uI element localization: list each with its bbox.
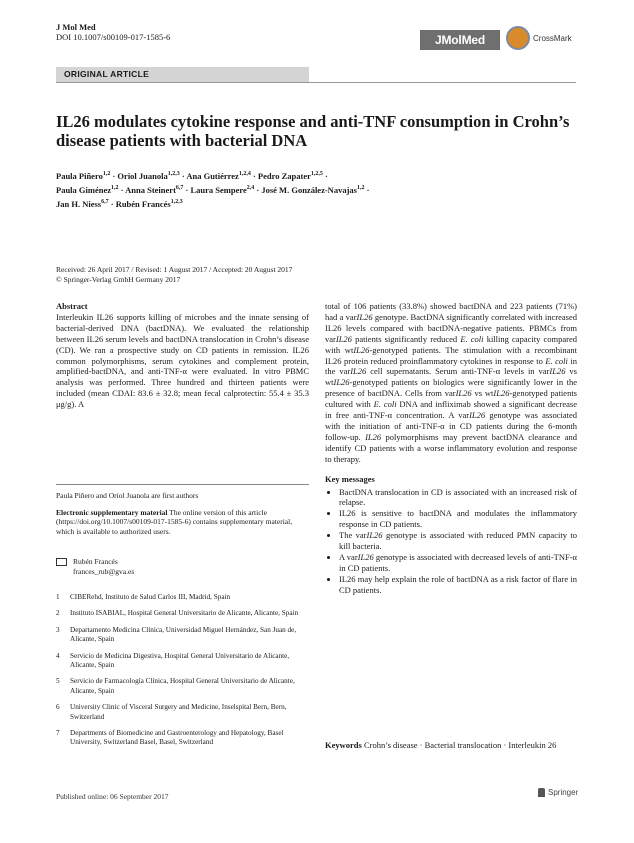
- key-message-item: • IL26 is sensitive to bactDNA and modulates the inflammatory response in CD patients.: [339, 508, 577, 530]
- key-message-item: • The varIL26 genotype is associated with reduced PMN capacity to kill bacteria.: [339, 530, 577, 552]
- key-messages-heading: Key messages: [325, 473, 375, 484]
- journal-doi: DOI 10.1007/s00109-017-1585-6: [56, 32, 171, 42]
- abstract-text-part2: total of 106 patients (33.8%) showed bactDNA and 223 patients (71%) had a varIL26 genotype. BactDNA significantly correlated with increased IL26 levels compared with bactDNA-negative patients. PBMCs from varIL26 patients significantly reduced E. coli killing capacity compared with wtIL26-genotyped patients. The stimulation with a recombinant IL26 protein reduced proinflammatory cytokines in response to E. coli in the varIL26 cell supernatants. Serum anti-TNF-α levels in varIL26 vs wtIL26-genotyped patients on biologics were significantly lower in the presence of bactDNA. Cells from varIL26 vs wtIL26-genotyped patients cultured with E. coli DNA and infliximab showed a significant decrease in free anti-TNF-α concentration. A varIL26 genotype was associated with the initiation of anti-TNF-α in CD patients during the 6-month follow-up. IL26 polymorphisms may prevent bactDNA clearance and identify CD patients with a worse inflammatory evolution and response to therapy.: [325, 301, 578, 464]
- affiliation-number: 2: [56, 609, 60, 618]
- publisher-logo: [538, 788, 578, 797]
- esm-label: Electronic supplementary material: [56, 507, 168, 517]
- affiliation-item: [56, 626, 314, 645]
- affiliation-number: 7: [56, 729, 60, 738]
- affiliation-text: Servicio de Farmacología Clínica, Hospital General Universitario de Alicante, Alicante, Spain: [70, 677, 295, 695]
- abstract-right-column: [325, 301, 577, 596]
- article-dates: [56, 265, 292, 285]
- affiliation-item: [56, 593, 314, 602]
- contact-email[interactable]: frances_rub@gva.es: [73, 566, 135, 576]
- publisher-name: Springer: [548, 788, 579, 797]
- author-list: Paula Piñero$^{1,2}$ · Oriol Juanola$^{1,2,3}$ · Ana Gutiérrez$^{1,2,4}$ · Pedro Zapater$^{1,2,5}$ · Paula Giménez$^{1,2}$ · Anna Steinert$^{6,7}$ · Laura Sempere$^{2,4}$ · José M. González-Navajas$^{1,2}$ · Jan H. Niess$^{6,7}$ · Rubén Francés$^{1,2,3}$: [56, 170, 370, 209]
- affiliation-item: [56, 609, 314, 618]
- contact-name: Rubén Francés: [73, 557, 118, 566]
- affiliations-list: [56, 593, 314, 755]
- copyright: © Springer-Verlag GmbH Germany 2017: [56, 275, 181, 284]
- article-type-banner: ORIGINAL ARTICLE: [56, 67, 309, 82]
- journal-logo: JMolMed: [420, 30, 500, 50]
- key-message-item: • A varIL26 genotype is associated with decreased levels of anti-TNF-α in CD patients.: [339, 552, 577, 574]
- affiliation-item: [56, 729, 314, 748]
- affiliation-number: 6: [56, 703, 60, 712]
- affiliation-number: 1: [56, 593, 60, 601]
- article-title: IL26 modulates cytokine response and anti-TNF consumption in Crohn’s disease patients with bacterial DNA: [56, 112, 570, 150]
- keywords-text: Crohn’s disease · Bacterial translocation · Interleukin 26: [363, 740, 557, 750]
- affiliation-item: [56, 677, 314, 696]
- abstract-text-part1: Interleukin IL26 supports killing of microbes and the innate sensing of bacterial-derived DNA (bactDNA). We evaluated the relationship between IL26 serum levels and bactDNA translocation in Crohn’s disease (CD). We ran a prospective study on CD patients in remission. IL26 common polymorphisms, serum cytokines and complement protein, amplified-bactDNA, and anti-TNF-α were evaluated. In vitro PBMC analysis was performed. Three hundred and thirteen patients were included (mean CDAI: 83.6 ± 32.8; mean fecal calprotectin: 55.4 ± 35.3 μg/g). A: [56, 311, 309, 410]
- affiliation-text: Servicio de Medicina Digestiva, Hospital General Universitario de Alicante, Alicante, Spain: [70, 651, 290, 670]
- affiliation-number: 5: [56, 677, 60, 686]
- springer-horse-icon: [538, 788, 545, 797]
- esm-text[interactable]: The online version of this article (https://doi.org/10.1007/s00109-017-1585-6) contains supplementary material, which is available to authorized users.: [56, 507, 293, 536]
- key-messages: [325, 474, 577, 596]
- affiliation-item: [56, 652, 314, 671]
- envelope-icon: [56, 558, 67, 566]
- keywords-label: Keywords: [325, 740, 362, 750]
- journal-name: J Mol Med: [56, 22, 96, 32]
- affiliation-text: Departamento Medicina Clínica, Universidad Miguel Hernández, San Juan de, Alicante, Spain: [70, 625, 297, 644]
- footnotes: [56, 491, 309, 543]
- affiliation-number: 4: [56, 651, 60, 660]
- received-dates: Received: 26 April 2017 / Revised: 1 August 2017 / Accepted: 20 August 2017: [56, 265, 293, 274]
- affiliation-text: Departments of Biomedicine and Gastroenterology and Hepatology, Basel University, Switzerland Basel, Basel, Switzerland: [70, 729, 284, 747]
- affiliation-text: CIBERehd, Instituto de Salud Carlos III, Madrid, Spain: [70, 593, 231, 601]
- key-message-item: • IL26 may help explain the role of bactDNA as a risk factor of flare in CD patients.: [339, 574, 577, 596]
- keywords: [325, 740, 577, 751]
- affiliation-number: 3: [56, 625, 60, 634]
- abstract-left-column: [56, 301, 309, 410]
- abstract-heading: Abstract: [56, 301, 88, 311]
- footnote-divider: [56, 484, 309, 485]
- esm-note: [56, 508, 309, 537]
- key-message-item: • BactDNA translocation in CD is associated with an increased risk of relapse.: [339, 487, 577, 509]
- affiliation-text: Instituto ISABIAL, Hospital General Universitario de Alicante, Alicante, Spain: [70, 609, 299, 618]
- crossmark-icon[interactable]: [506, 26, 530, 50]
- affiliation-item: [56, 703, 314, 722]
- first-authors-note: Paula Piñero and Oriol Juanola are first authors: [56, 491, 199, 500]
- published-date: Published online: 06 September 2017: [56, 792, 169, 801]
- journal-header: [56, 22, 170, 42]
- crossmark-label[interactable]: CrossMark: [533, 34, 572, 43]
- header-divider: [56, 82, 576, 83]
- affiliation-text: University Clinic of Visceral Surgery and Medicine, Inselspital Bern, Bern, Switzerland: [70, 703, 287, 721]
- corresponding-author: [56, 557, 134, 576]
- key-messages-list: [325, 487, 577, 596]
